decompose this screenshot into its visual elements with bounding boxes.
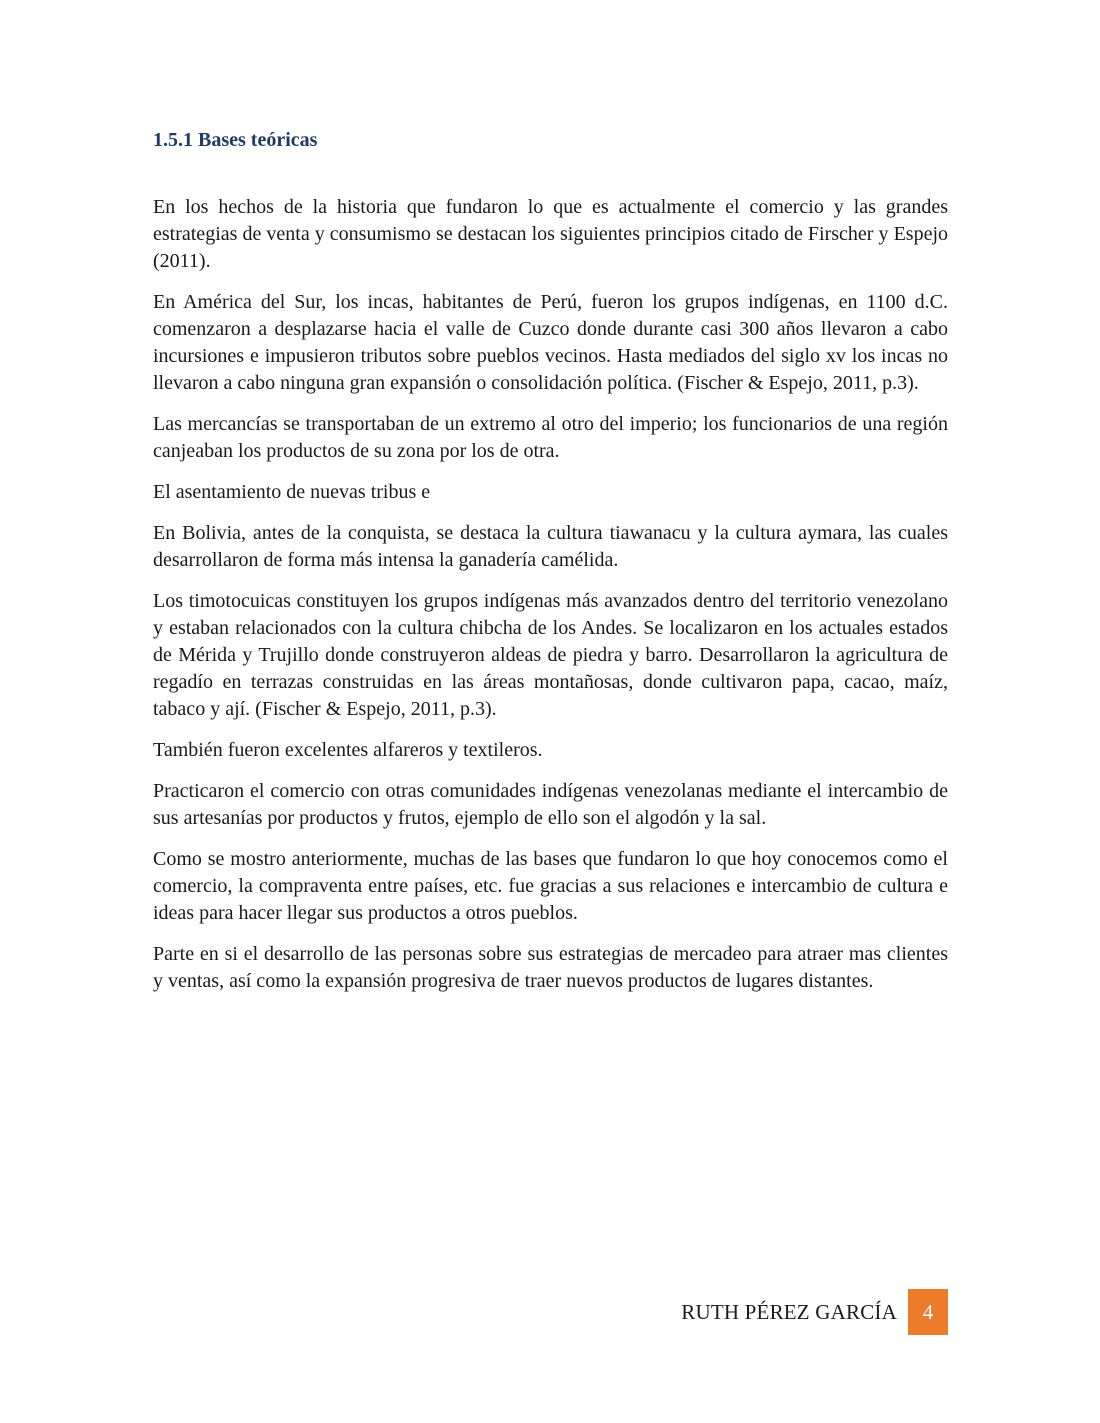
paragraph: Los timotocuicas constituyen los grupos indígenas más avanzados dentro del territorio venezolano y estaban relacionados con la cultura chibcha de los Andes. Se localizaron en los actuales estados de Mérida y Trujillo donde construyeron aldeas de piedra y barro. Desarrollaron la agricultura de regadío en terrazas construidas en las áreas montañosas, donde cultivaron papa, cacao, maíz, tabaco y ají. (Fischer & Espejo, 2011, p.3). [153, 590, 948, 720]
paragraph: En Bolivia, antes de la conquista, se destaca la cultura tiawanacu y la cultura aymara, las cuales desarrollaron de forma más intensa la ganadería camélida. [153, 522, 948, 571]
paragraph: Las mercancías se transportaban de un extremo al otro del imperio; los funcionarios de una región canjeaban los productos de su zona por los de otra. [153, 413, 948, 462]
page-footer [681, 1289, 948, 1335]
paragraph: El asentamiento de nuevas tribus e [153, 481, 431, 503]
paragraph: En los hechos de la historia que fundaron lo que es actualmente el comercio y las grandes estrategias de venta y consumismo se destacan los siguientes principios citado de Firscher y Espejo (2011). [153, 196, 948, 272]
paragraph: En América del Sur, los incas, habitantes de Perú, fueron los grupos indígenas, en 1100 d.C. comenzaron a desplazarse hacia el valle de Cuzco donde durante casi 300 años llevaron a cabo incursiones e impusieron tributos sobre pueblos vecinos. Hasta mediados del siglo xv los incas no llevaron a cabo ninguna gran expansión o consolidación política. (Fischer & Espejo, 2011, p.3). [153, 291, 948, 394]
document-body [153, 194, 948, 1009]
paragraph: También fueron excelentes alfareros y textileros. [153, 739, 543, 761]
page-number-badge: 4 [908, 1289, 948, 1335]
paragraph: Practicaron el comercio con otras comunidades indígenas venezolanas mediante el intercambio de sus artesanías por productos y frutos, ejemplo de ello son el algodón y la sal. [153, 780, 948, 829]
paragraph: Como se mostro anteriormente, muchas de las bases que fundaron lo que hoy conocemos como el comercio, la compraventa entre países, etc. fue gracias a sus relaciones e intercambio de cultura e ideas para hacer llegar sus productos a otros pueblos. [153, 848, 948, 924]
paragraph: Parte en si el desarrollo de las personas sobre sus estrategias de mercadeo para atraer mas clientes y ventas, así como la expansión progresiva de traer nuevos productos de lugares distantes. [153, 943, 948, 992]
section-heading: 1.5.1 Bases teóricas [153, 129, 318, 151]
author-name: RUTH PÉREZ GARCÍA [681, 1299, 897, 1324]
